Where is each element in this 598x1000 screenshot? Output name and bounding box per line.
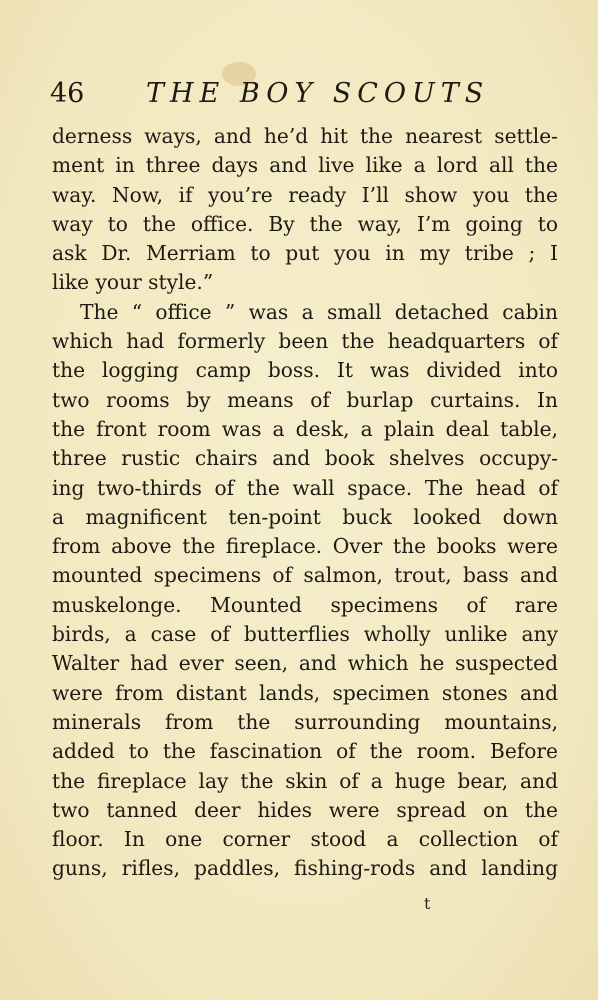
text-line: were from distant lands, specimen stones and <box>52 680 558 705</box>
text-line: the logging camp boss. It was divided into <box>52 358 558 383</box>
text-line: muskelonge. Mounted specimens of rare <box>52 592 558 617</box>
text-line: the front room was a desk, a plain deal table, <box>52 416 558 441</box>
text-line: like your style.” <box>52 270 214 295</box>
text-line: two rooms by means of burlap curtains. In <box>52 387 558 412</box>
text-line: the fireplace lay the skin of a huge bear, and <box>52 768 558 793</box>
text-line: way. Now, if you’re ready I’ll show you the <box>52 182 558 207</box>
text-line: Walter had ever seen, and which he suspected <box>52 651 558 676</box>
text-line: from above the fireplace. Over the books were <box>52 534 558 559</box>
page-number: 46 <box>50 78 85 109</box>
text-line: mounted specimens of salmon, trout, bass and <box>52 563 558 588</box>
signature-mark: t <box>424 894 431 913</box>
body-text <box>52 122 558 884</box>
running-title: THE BOY SCOUTS <box>146 78 490 109</box>
text-line: guns, rifles, paddles, fishing-rods and landing <box>52 856 558 881</box>
text-line: minerals from the surrounding mountains, <box>52 709 558 734</box>
text-line: ing two-thirds of the wall space. The head of <box>52 475 558 500</box>
text-line: ment in three days and live like a lord all the <box>52 153 558 178</box>
text-line: floor. In one corner stood a collection of <box>52 827 558 852</box>
text-line: The “ office ” was a small detached cabin <box>80 299 558 324</box>
text-line: two tanned deer hides were spread on the <box>52 797 558 822</box>
text-line: birds, a case of butterflies wholly unlike any <box>52 622 558 647</box>
text-line: a magnificent ten-point buck looked down <box>52 504 558 529</box>
text-line: which had formerly been the headquarters of <box>52 329 558 354</box>
text-line: added to the fascination of the room. Before <box>52 739 558 764</box>
page-header <box>50 74 550 114</box>
text-line: derness ways, and he’d hit the nearest settle- <box>52 124 558 148</box>
text-line: way to the office. By the way, I’m going to <box>52 211 558 236</box>
text-line: three rustic chairs and book shelves occupy- <box>52 446 558 471</box>
text-line: ask Dr. Merriam to put you in my tribe ; I <box>52 241 558 266</box>
